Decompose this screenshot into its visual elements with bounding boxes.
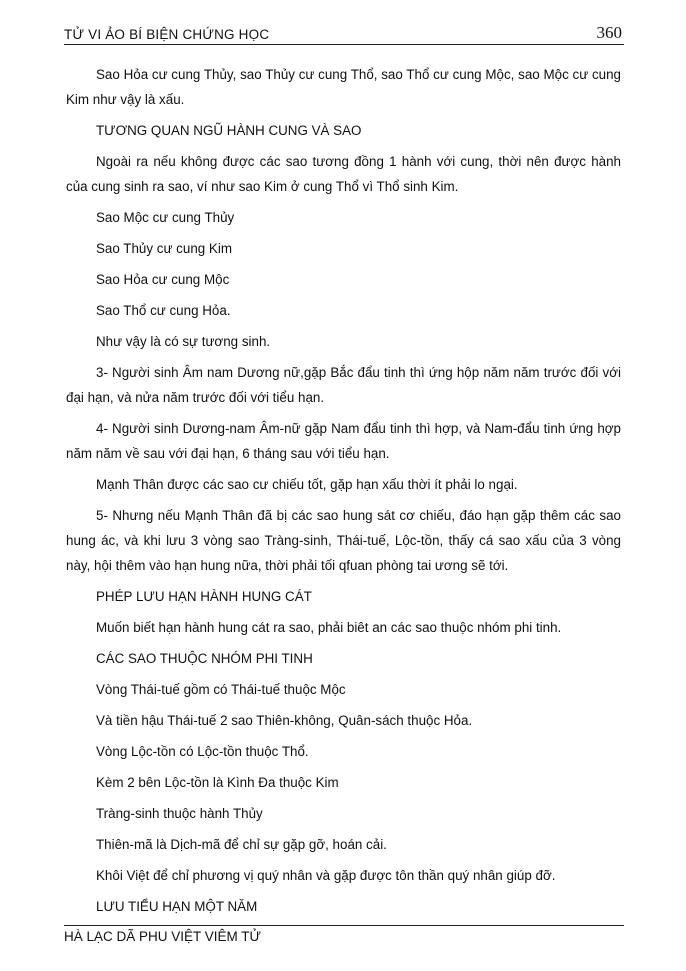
paragraph: Muốn biết hạn hành hung cát ra sao, phải biêt an các sao thuộc nhóm phi tinh. <box>96 620 562 635</box>
page-body <box>66 62 621 925</box>
section-heading: TƯƠNG QUAN NGŨ HÀNH CUNG VÀ SAO <box>96 123 362 138</box>
paragraph: Mạnh Thân được các sao cư chiếu tốt, gặp hạn xấu thời ít phải lo ngại. <box>96 477 518 492</box>
paragraph: Sao Thủy cư cung Kim <box>96 241 232 256</box>
section-heading: LƯU TIỂU HẠN MỘT NĂM <box>96 899 258 914</box>
paragraph: 4- Người sinh Dương-nam Âm-nữ gặp Nam đẩu tinh thì hợp, và Nam-đẩu tinh ứng hợp năm năm về sau với đại hạn, 6 tháng sau với tiểu hạn. <box>66 421 621 461</box>
paragraph: Vòng Lộc-tồn có Lộc-tồn thuộc Thổ. <box>96 744 309 759</box>
section-heading: PHÉP LƯU HẠN HÀNH HUNG CÁT <box>96 589 312 604</box>
paragraph: Sao Hỏa cư cung Thủy, sao Thủy cư cung Thổ, sao Thổ cư cung Mộc, sao Mộc cư cung Kim như vậy là xấu. <box>66 67 621 107</box>
paragraph: Như vậy là có sự tương sinh. <box>96 334 271 349</box>
paragraph: Và tiền hậu Thái-tuế 2 sao Thiên-không, Quân-sách thuộc Hỏa. <box>96 713 473 728</box>
book-title: TỬ VI ẢO BÍ BIỆN CHỨNG HỌC <box>64 27 270 42</box>
page-header <box>64 22 624 45</box>
paragraph: Tràng-sinh thuộc hành Thủy <box>96 806 263 821</box>
paragraph: Kèm 2 bên Lộc-tồn là Kình Đa thuộc Kim <box>96 775 339 790</box>
paragraph: Ngoài ra nếu không được các sao tương đồng 1 hành với cung, thời nên được hành của cung sinh ra sao, ví như sao Kim ở cung Thổ vì Thổ sinh Kim. <box>66 154 621 194</box>
paragraph: Sao Thổ cư cung Hỏa. <box>96 303 231 318</box>
page-number: 360 <box>596 23 622 42</box>
paragraph: Khôi Việt để chỉ phương vị quý nhân và gặp được tôn thần quý nhân giúp đỡ. <box>96 868 556 883</box>
paragraph: Vòng Thái-tuế gồm có Thái-tuế thuộc Mộc <box>96 682 346 697</box>
paragraph: Thiên-mã là Dịch-mã để chỉ sự gặp gỡ, hoán cải. <box>96 837 387 852</box>
paragraph: 5- Nhưng nếu Mạnh Thân đã bị các sao hung sát cơ chiếu, đáo hạn gặp thêm các sao hung ác, và khi lưu 3 vòng sao Tràng-sinh, Thái-tuế, Lộc-tồn, thấy cá sao xấu của 3 vòng này, hội thêm vào hạn hung nữa, thời phải tối qfuan phòng tai ương sẽ tới. <box>66 508 621 573</box>
paragraph: Sao Hỏa cư cung Mộc <box>96 272 230 287</box>
footer-author: HÀ LẠC DÃ PHU VIỆT VIÊM TỬ <box>64 929 262 944</box>
paragraph: 3- Người sinh Âm nam Dương nữ,gặp Bắc đẩu tinh thì ứng hộp năm năm trước đối với đại hạn, và nửa năm trước đối với tiểu hạn. <box>66 365 621 405</box>
section-heading: CÁC SAO THUỘC NHÓM PHI TINH <box>96 651 313 666</box>
page-footer <box>64 925 624 944</box>
paragraph: Sao Mộc cư cung Thủy <box>96 210 235 225</box>
